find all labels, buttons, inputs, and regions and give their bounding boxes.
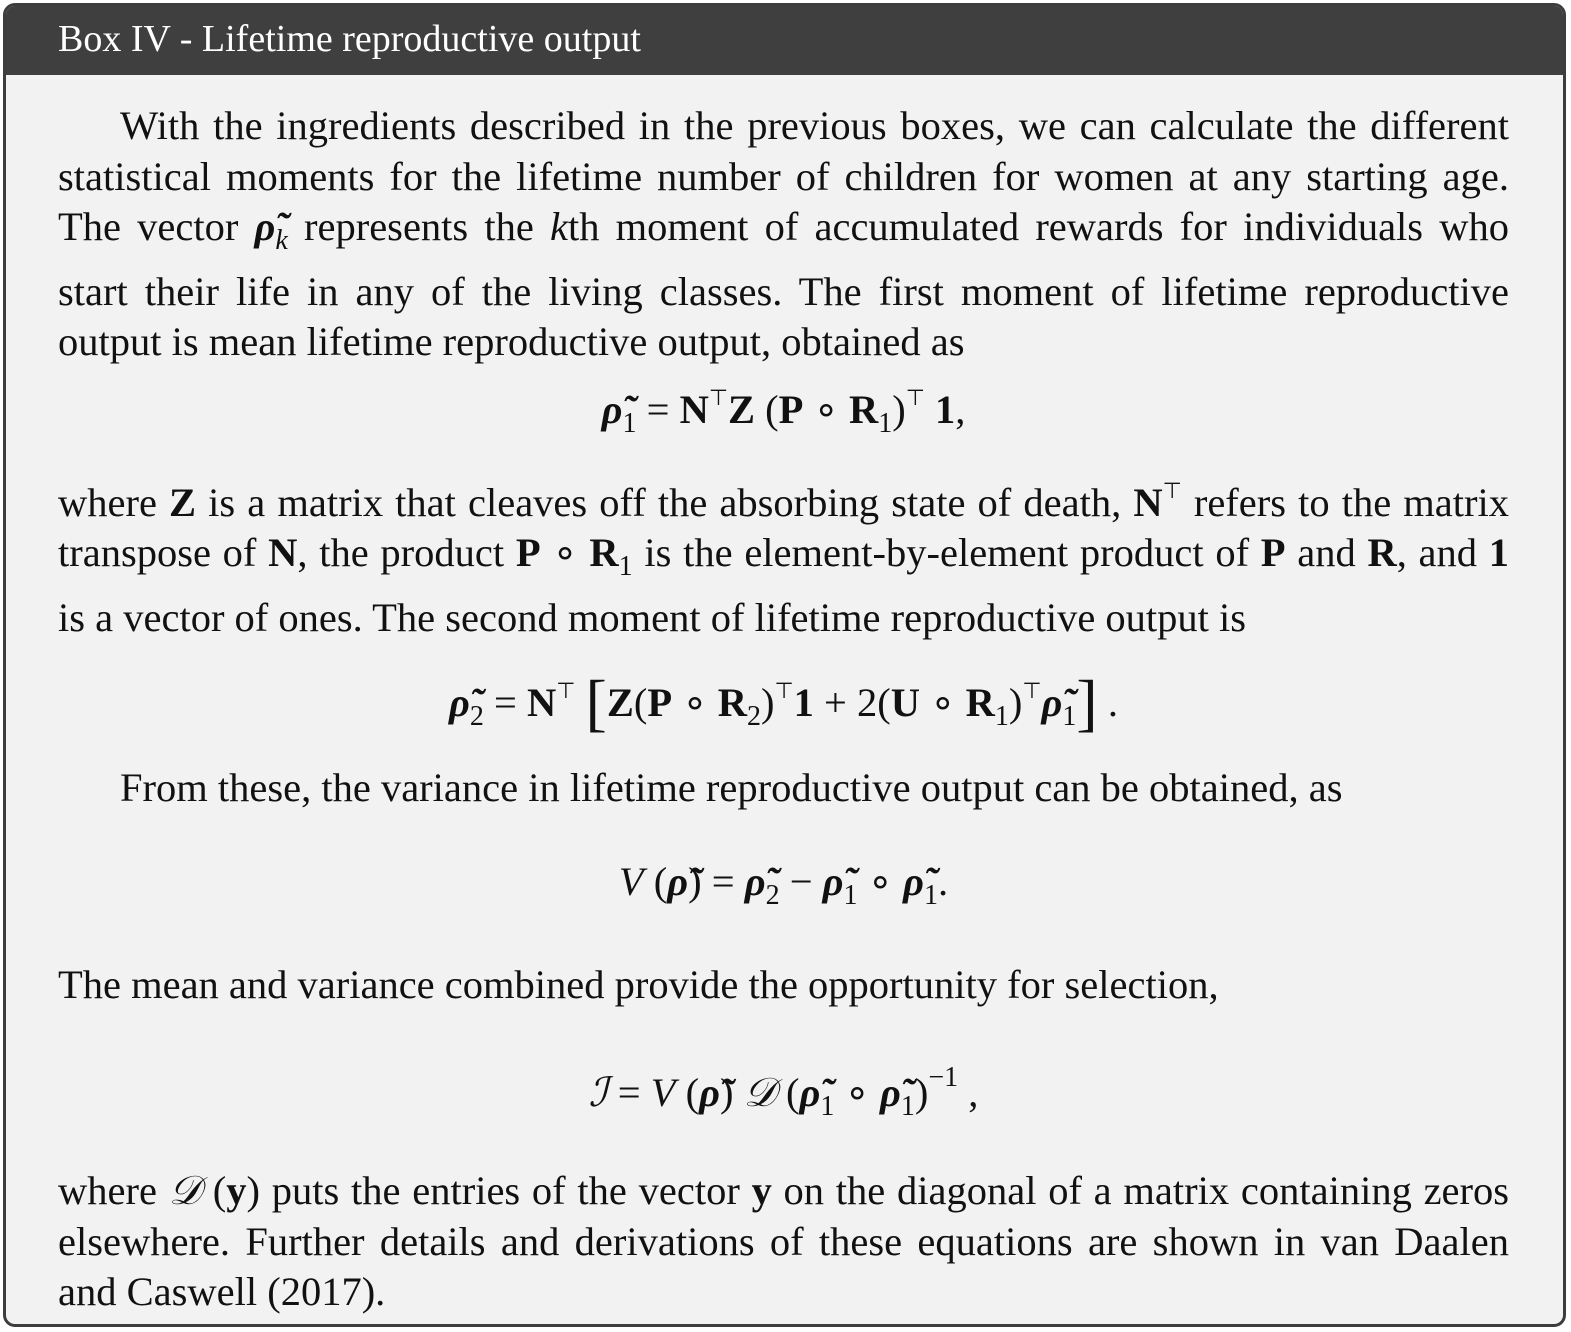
paragraph-opportunity-intro: The mean and variance combined provide the opportunity for selection, — [58, 961, 1219, 1007]
equation-opportunity-for-selection: ℐ = V (ρ̃) 𝒟 ($\rhõ_1$ ∘ $\rhõ_1)^{-1}$ , — [588, 1062, 979, 1122]
paragraph-moments: With the ingredients described in the previous boxes, we can calculate the different statistical moments for the lifetime number of children for women at any starting age. The vector $\rhõ_k$ represents the kth moment of accumulated rewards for individuals who start their life in any of the living classes. The first moment of lifetime reproductive output is mean lifetime reproductive output, obtained as — [58, 103, 1509, 364]
paragraph-diagonal-operator: where 𝒟 (y) puts the entries of the vector y on the diagonal of a matrix containing zeros elsewhere. Further details and derivations of these equations are shown in van Daalen and Caswell (2017). — [58, 1166, 1510, 1314]
box-title: Box IV - Lifetime reproductive output — [6, 6, 1563, 75]
paragraph-definitions: where Z is a matrix that cleaves off the absorbing state of death, N⊤ refers to the matrix transpose of N, the product P ∘ $R_1$ is the element-by-element product of P and R, and 1 is a vector of ones. The second moment of lifetime reproductive output is — [58, 477, 1510, 640]
lifetime-reproductive-output-box — [3, 3, 1566, 1327]
paragraph-variance-intro: From these, the variance in lifetime reproductive output can be obtained, as — [120, 765, 1343, 810]
equation-first-moment: $\rhõ_1 = N^⊤Z$ (P ∘ $R_1)^⊤$ 1, — [601, 384, 966, 439]
box-body — [6, 75, 1563, 1318]
equation-second-moment: $\rhõ_2 = N^⊤$ [Z(P ∘ $R_2)^⊤1 + 2(U$ ∘ $R_1)^⊤\rhõ_1$] . — [449, 667, 1118, 738]
equation-variance: V (ρ̃) = $\rhõ_2$ − $\rhõ_1$ ∘ $\rhõ_1$. — [618, 858, 949, 911]
